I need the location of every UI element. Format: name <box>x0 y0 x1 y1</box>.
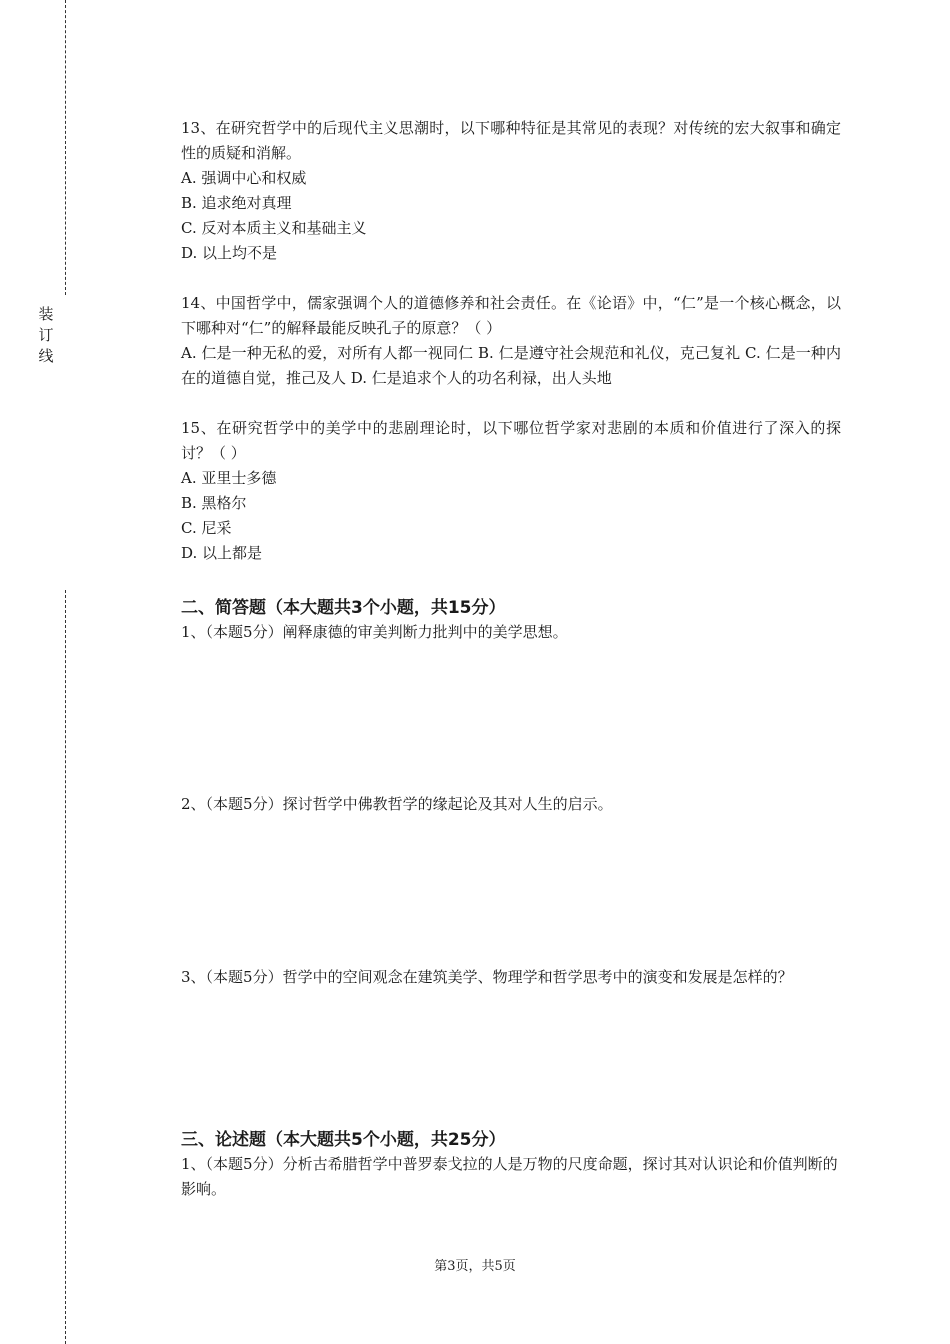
binding-char: 线 <box>38 347 54 365</box>
section-title-essay: 三、论述题（本大题共5个小题，共25分） <box>181 1130 506 1150</box>
essay-question: 1、（本题5分）分析古希腊哲学中普罗泰戈拉的人是万物的尺度命题，探讨其对认识论和价值判断的影响。 <box>181 1155 838 1198</box>
short-answer-question: 1、（本题5分）阐释康德的审美判断力批判中的美学思想。 <box>181 623 568 641</box>
option-c: C. 尼采 <box>181 519 232 537</box>
binding-line-bottom <box>65 590 66 1344</box>
short-answer-question: 3、（本题5分）哲学中的空间观念在建筑美学、物理学和哲学思考中的演变和发展是怎样的？ <box>181 968 793 986</box>
option-a: A. 亚里士多德 <box>181 469 277 487</box>
answer-space <box>181 990 841 1128</box>
question-stem: 15、在研究哲学中的美学中的悲剧理论时，以下哪位哲学家对悲剧的本质和价值进行了深入的探讨？（ ） <box>181 419 841 462</box>
binding-char: 订 <box>38 326 54 344</box>
question-stem: 13、在研究哲学中的后现代主义思潮时，以下哪种特征是其常见的表现？对传统的宏大叙事和确定性的质疑和消解。 <box>181 119 841 162</box>
binding-label <box>36 304 56 367</box>
option-d: D. 以上都是 <box>181 544 263 562</box>
answer-space <box>181 817 841 965</box>
question-15 <box>181 416 841 566</box>
exam-content <box>181 116 841 1202</box>
question-13 <box>181 116 841 266</box>
binding-char: 装 <box>38 305 54 323</box>
option-c: C. 反对本质主义和基础主义 <box>181 219 367 237</box>
question-stem: 14、中国哲学中，儒家强调个人的道德修养和社会责任。在《论语》中，“仁”是一个核心概念，以下哪种对“仁”的解释最能反映孔子的原意？（ ） <box>181 294 841 337</box>
page-number: 第3页，共5页 <box>434 1259 516 1274</box>
binding-line-top <box>65 0 66 295</box>
option-b: B. 追求绝对真理 <box>181 194 292 212</box>
option-a: A. 强调中心和权威 <box>181 169 307 187</box>
question-options-inline: A. 仁是一种无私的爱，对所有人都一视同仁 B. 仁是遵守社会规范和礼仪，克己复礼 C. 仁是一种内在的道德自觉，推己及人 D. 仁是追求个人的功名利禄，出人头地 <box>181 344 841 387</box>
option-d: D. 以上均不是 <box>181 244 278 262</box>
answer-space <box>181 645 841 792</box>
option-b: B. 黑格尔 <box>181 494 247 512</box>
question-14 <box>181 291 841 391</box>
short-answer-question: 2、（本题5分）探讨哲学中佛教哲学的缘起论及其对人生的启示。 <box>181 795 613 813</box>
section-title-short-answer: 二、简答题（本大题共3个小题，共15分） <box>181 598 506 618</box>
